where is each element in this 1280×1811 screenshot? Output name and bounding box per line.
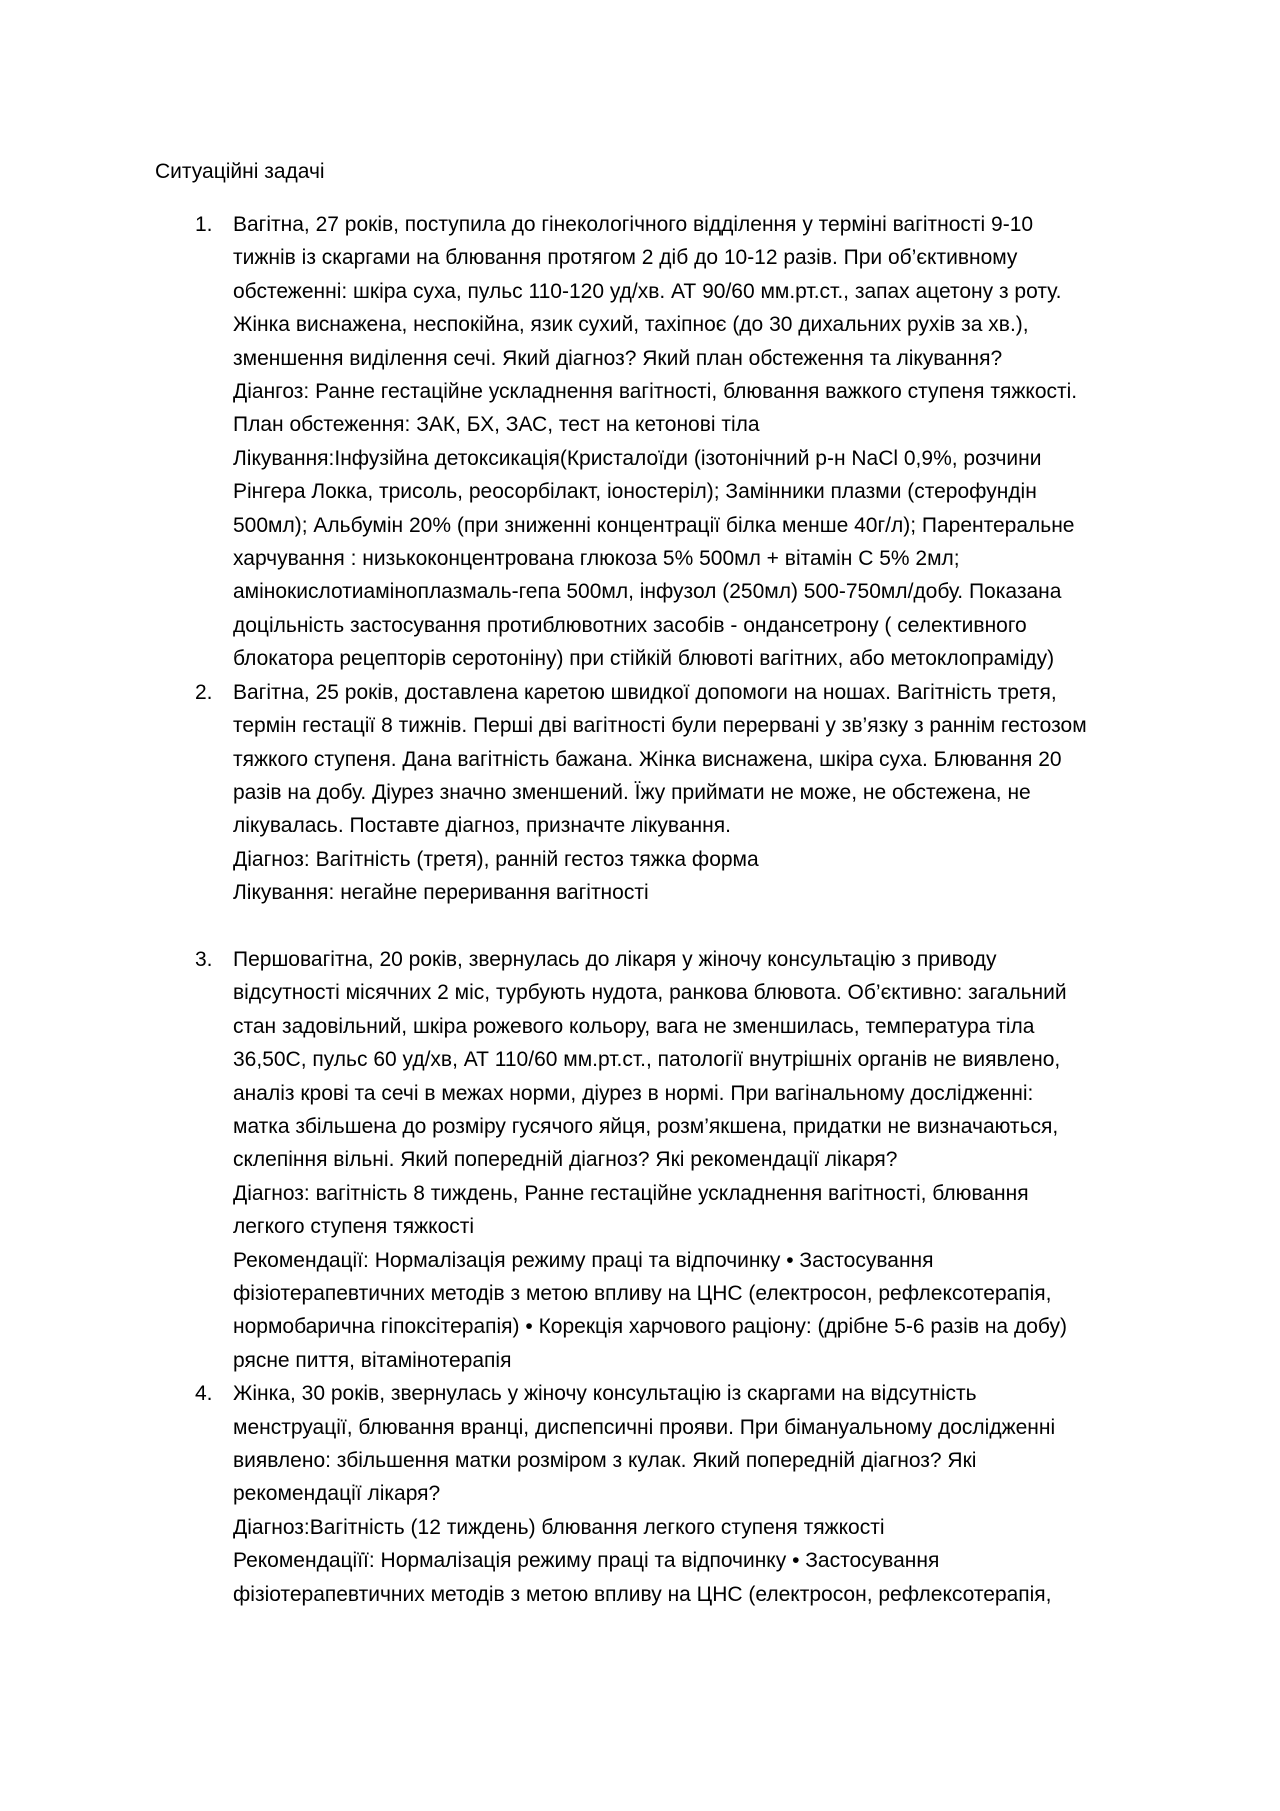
task-3 xyxy=(155,943,1155,1377)
task-text-line: Жінка виснажена, неспокійна, язик сухий, тахіпноє (до 30 дихальних рухів за хв.), xyxy=(233,313,1029,337)
document-title: Ситуаційні задачі xyxy=(155,160,325,183)
treatment-line: доцільність застосування протиблювотних засобів - ондансетрону ( селективного xyxy=(233,613,1027,637)
exam-plan-line: План обстеження: ЗАК, БХ, ЗАС, тест на кетонові тіла xyxy=(233,413,760,437)
task-text-line: склепіння вільні. Який попередній діагноз? Які рекомендації лікаря? xyxy=(233,1148,898,1172)
recommendations-line: фізіотерапевтичних методів з метою впливу на ЦНС (електросон, рефлексотерапія, xyxy=(233,1582,1052,1606)
diagnosis-line: Діангоз: Ранне гестаційне ускладнення вагітності, блювання важкого ступеня тяжкості. xyxy=(233,380,1078,404)
recommendations-line: Рекомендаціїї: Нормалізація режиму праці та відпочинку • Застосування xyxy=(233,1549,940,1573)
treatment-line: 500мл); Альбумін 20% (при зниженні концентрації білка менше 40г/л); Парентеральне xyxy=(233,513,1075,537)
diagnosis-line: легкого ступеня тяжкості xyxy=(233,1215,475,1239)
recommendations-line: нормобарична гіпоксітерапія) • Корекція харчового раціону: (дрібне 5-6 разів на добу) xyxy=(233,1315,1067,1339)
task-text-line: Першовагітна, 20 років, звернулась до лікаря у жіночу консультацію з приводу xyxy=(233,947,997,971)
task-number: 4. xyxy=(195,1382,213,1406)
task-text-line: менструації, блювання вранці, диспепсичні прояви. При бімануальному дослідженні xyxy=(233,1415,1056,1439)
task-2 xyxy=(155,676,1155,943)
task-text-line: тижнів із скаргами на блювання протягом 2 діб до 10-12 разів. При об’єктивному xyxy=(233,246,1018,270)
task-text-line: зменшення виділення сечі. Який діагноз? Який план обстеження та лікування? xyxy=(233,346,1003,370)
task-text-line: Вагітна, 27 років, поступила до гінекологічного відділення у терміні вагітності 9-10 xyxy=(233,213,1034,236)
treatment-line: Лікування: негайне переривання вагітності xyxy=(233,881,649,905)
task-number: 2. xyxy=(195,680,213,704)
recommendations-line: рясне пиття, вітамінотерапія xyxy=(233,1348,512,1372)
recommendations-line: Рекомендації: Нормалізація режиму праці та відпочинку • Застосування xyxy=(233,1248,934,1272)
diagnosis-line: Діагноз:Вагітність (12 тиждень) блювання легкого ступеня тяжкості xyxy=(233,1515,885,1539)
task-text-line: Вагітна, 25 років, доставлена каретою швидкої допомоги на ношах. Вагітність третя, xyxy=(233,680,1057,704)
task-1 xyxy=(155,208,1155,676)
task-text-line: термін гестації 8 тижнів. Перші дві вагітності були перервані у зв’язку з раннім гестозом xyxy=(233,714,1087,738)
task-text-line: стан задовільний, шкіра рожевого кольору, вага не зменшилась, температура тіла xyxy=(233,1014,1035,1038)
task-4 xyxy=(155,1377,1155,1611)
recommendations-line: фізіотерапевтичних методів з метою впливу на ЦНС (електросон, рефлексотерапія, xyxy=(233,1281,1052,1305)
task-text-line: лікувалась. Поставте діагноз, призначте лікування. xyxy=(233,814,731,838)
task-number: 3. xyxy=(195,947,213,971)
task-text-line: рекомендації лікаря? xyxy=(233,1482,441,1506)
diagnosis-line: Діагноз: вагітність 8 тиждень, Ранне гестаційне ускладнення вагітності, блювання xyxy=(233,1181,1029,1205)
treatment-line: Лікування:Інфузійна детоксикація(Кристалоїди (ізотонічний р-н NaCl 0,9%, розчини xyxy=(233,446,1042,470)
treatment-line: Рінгера Локка, трисоль, реосорбілакт, іоностеріл); Замінники плазми (стерофундін xyxy=(233,480,1037,504)
diagnosis-line: Діагноз: Вагітність (третя), ранній гестоз тяжка форма xyxy=(233,847,759,871)
task-text-line: тяжкого ступеня. Дана вагітність бажана. Жінка виснажена, шкіра суха. Блювання 20 xyxy=(233,747,1062,771)
task-text-line: аналіз крові та сечі в межах норми, діурез в нормі. При вагінальному дослідженні: xyxy=(233,1081,1034,1105)
task-number: 1. xyxy=(195,213,213,236)
task-text-line: разів на добу. Діурез значно зменшений. Їжу приймати не може, не обстежена, не xyxy=(233,780,1031,804)
task-text-line: 36,50С, пульс 60 уд/хв, АТ 110/60 мм.рт.ст., патології внутрішніх органів не виявлено, xyxy=(233,1048,1061,1072)
treatment-line: амінокислотиаміноплазмаль-гепа 500мл, інфузол (250мл) 500-750мл/добу. Показана xyxy=(233,580,1062,604)
task-list xyxy=(155,208,1155,1611)
task-text-line: відсутності місячних 2 міс, турбують нудота, ранкова блювота. Об’єктивно: загальний xyxy=(233,981,1067,1005)
treatment-line: харчування : низькоконцентрована глюкоза 5% 500мл + вітамін С 5% 2мл; xyxy=(233,547,960,571)
treatment-line: блокатора рецепторів серотоніну) при стійкій блювоті вагітних, або метоклопраміду) xyxy=(233,647,1055,671)
task-text-line: виявлено: збільшення матки розміром з кулак. Який попередній діагноз? Які xyxy=(233,1449,977,1473)
blank-line xyxy=(233,910,1155,943)
task-text-line: обстеженні: шкіра суха, пульс 110-120 уд/хв. АТ 90/60 мм.рт.ст., запах ацетону з роту. xyxy=(233,279,1062,303)
task-text-line: Жінка, 30 років, звернулась у жіночу консультацію із скаргами на відсутність xyxy=(233,1382,977,1406)
task-text-line: матка збільшена до розміру гусячого яйця, розм’якшена, придатки не визначаються, xyxy=(233,1114,1059,1138)
